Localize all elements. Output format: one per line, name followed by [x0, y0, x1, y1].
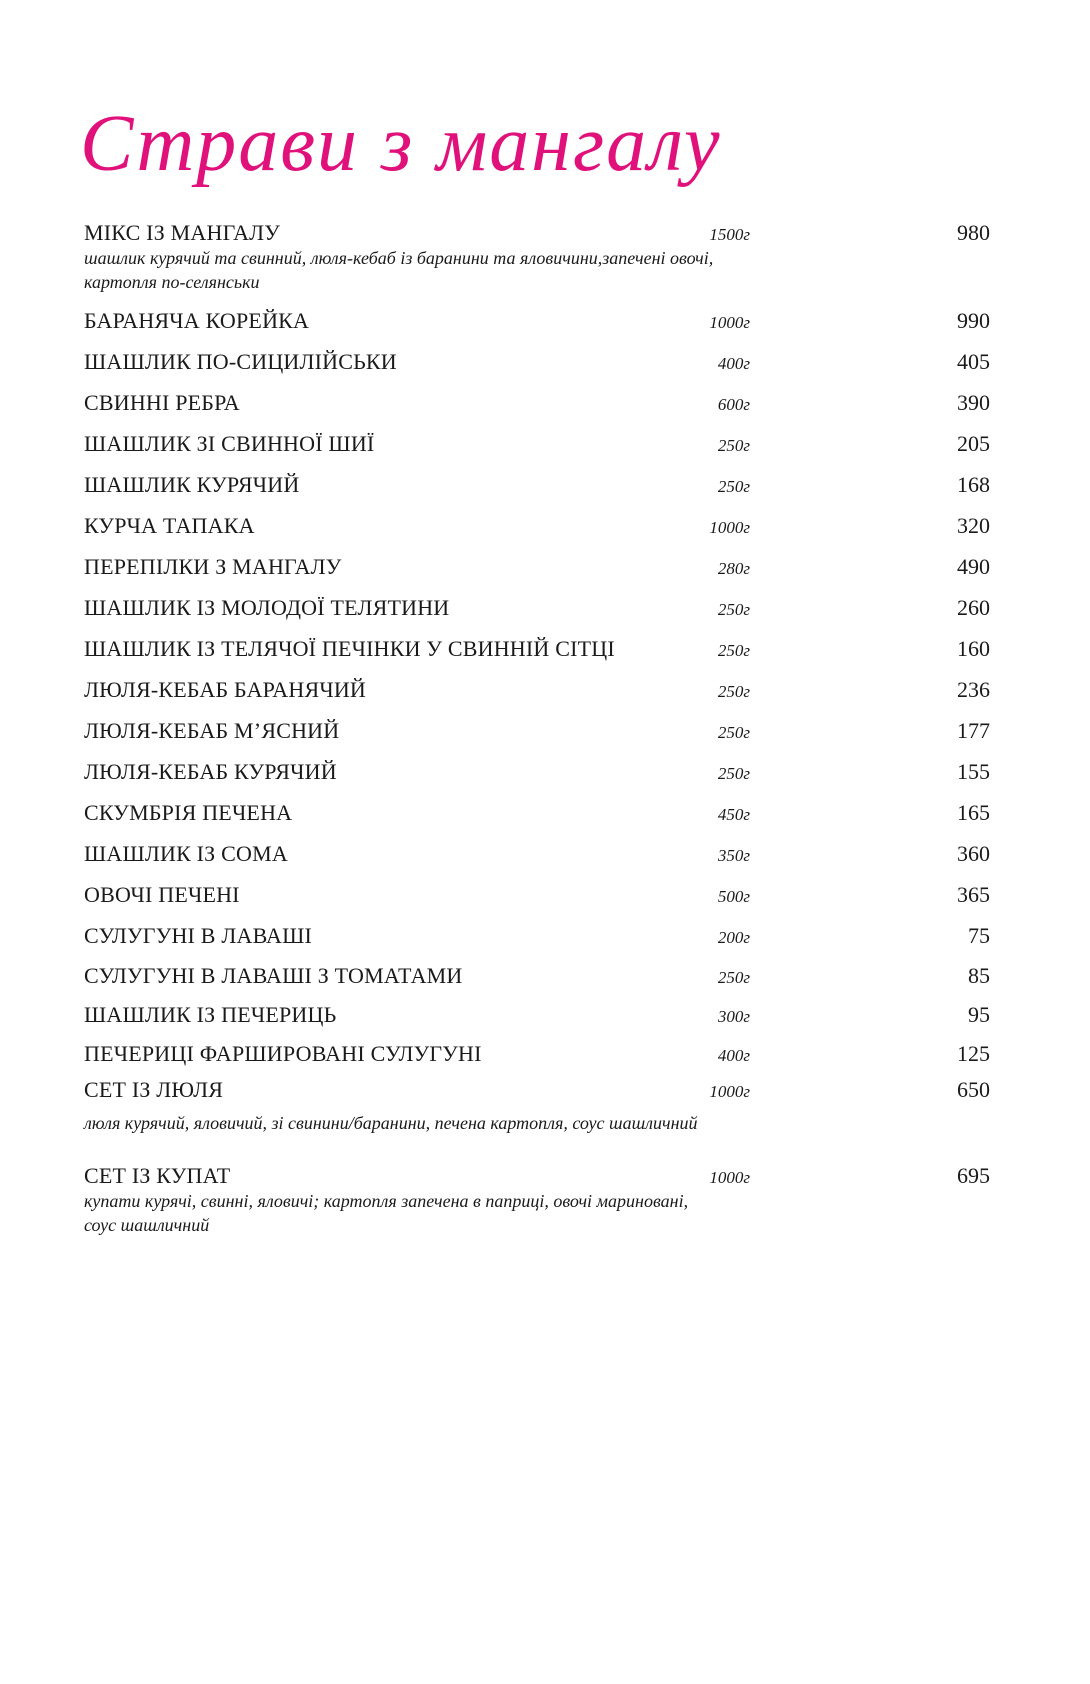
menu-item	[84, 1002, 990, 1041]
menu-item	[84, 923, 990, 963]
menu-item-weight: 250г	[717, 682, 750, 701]
menu-item-price: 320	[957, 513, 990, 538]
menu-item-name: БАРАНЯЧА КОРЕЙКА	[84, 308, 310, 333]
menu-item	[84, 800, 990, 841]
menu-item-weight: 250г	[717, 436, 750, 455]
menu-item-row	[84, 759, 990, 785]
menu-item-name: ШАШЛИК КУРЯЧИЙ	[84, 472, 300, 497]
menu-item	[84, 677, 990, 718]
menu-item	[84, 1163, 990, 1243]
menu-item-weight: 1000г	[709, 313, 750, 332]
menu-item-price: 980	[957, 220, 990, 245]
menu-item-weight: 1000г	[709, 518, 750, 537]
menu-item-name: ШАШЛИК ІЗ ТЕЛЯЧОЇ ПЕЧІНКИ У СВИННІЙ СІТЦІ	[84, 636, 615, 661]
menu-item-row	[84, 1163, 990, 1189]
menu-list	[84, 220, 990, 1243]
menu-item-row	[84, 963, 990, 989]
menu-item	[84, 759, 990, 800]
menu-item-row	[84, 349, 990, 375]
menu-item-price: 177	[957, 718, 990, 743]
menu-item-name: ШАШЛИК ПО-СИЦИЛІЙСЬКИ	[84, 349, 397, 374]
menu-item	[84, 963, 990, 1002]
menu-item-weight: 350г	[717, 846, 750, 865]
menu-item-row	[84, 1041, 990, 1067]
menu-item-price: 125	[957, 1041, 990, 1066]
menu-item-row	[84, 308, 990, 334]
menu-item-weight: 250г	[717, 477, 750, 496]
menu-item	[84, 472, 990, 513]
menu-item-weight: 600г	[717, 395, 750, 414]
menu-item	[84, 1077, 990, 1163]
menu-item-price: 405	[957, 349, 990, 374]
menu-item-row	[84, 220, 990, 246]
menu-item-name: ШАШЛИК ІЗ МОЛОДОЇ ТЕЛЯТИНИ	[84, 595, 450, 620]
menu-item	[84, 220, 990, 308]
menu-item-row	[84, 718, 990, 744]
menu-item	[84, 308, 990, 349]
menu-item-price: 360	[957, 841, 990, 866]
menu-item-price: 155	[957, 759, 990, 784]
menu-item-name: СВИННІ РЕБРА	[84, 390, 240, 415]
menu-item-price: 75	[968, 923, 990, 948]
menu-item-price: 205	[957, 431, 990, 456]
menu-item-weight: 1000г	[709, 1082, 750, 1101]
menu-item-weight: 250г	[717, 600, 750, 619]
menu-item-price: 85	[968, 963, 990, 988]
menu-item-description: люля курячий, яловичий, зі свинини/баранини, печена картопля, соус шашличний	[84, 1113, 698, 1133]
menu-item-name: МІКС ІЗ МАНГАЛУ	[84, 220, 281, 245]
menu-item-name: СУЛУГУНІ В ЛАВАШІ З ТОМАТАМИ	[84, 963, 463, 988]
menu-item-price: 990	[957, 308, 990, 333]
menu-item	[84, 431, 990, 472]
menu-item-row	[84, 923, 990, 949]
menu-item	[84, 636, 990, 677]
menu-item-name: ШАШЛИК ЗІ СВИННОЇ ШИЇ	[84, 431, 375, 456]
menu-item-row	[84, 390, 990, 416]
menu-item-weight: 1500г	[709, 225, 750, 244]
menu-item-price: 490	[957, 554, 990, 579]
menu-item-price: 236	[957, 677, 990, 702]
menu-item	[84, 390, 990, 431]
menu-item-row	[84, 1002, 990, 1028]
menu-item-name: ШАШЛИК ІЗ ПЕЧЕРИЦЬ	[84, 1002, 337, 1027]
page-title: Страви з мангалу	[80, 100, 722, 188]
menu-item	[84, 349, 990, 390]
menu-item-row	[84, 677, 990, 703]
menu-item-row	[84, 431, 990, 457]
menu-item-price: 95	[968, 1002, 990, 1027]
menu-item-weight: 250г	[717, 968, 750, 987]
menu-item-name: ЛЮЛЯ-КЕБАБ КУРЯЧИЙ	[84, 759, 337, 784]
menu-item-name: ПЕЧЕРИЦІ ФАРШИРОВАНІ СУЛУГУНІ	[84, 1041, 482, 1066]
menu-item	[84, 718, 990, 759]
menu-item-price: 365	[957, 882, 990, 907]
menu-item	[84, 595, 990, 636]
menu-item-row	[84, 636, 990, 662]
menu-item-name: СУЛУГУНІ В ЛАВАШІ	[84, 923, 313, 948]
menu-item-weight: 450г	[717, 805, 750, 824]
menu-item-weight: 400г	[717, 1046, 750, 1065]
menu-item-weight: 280г	[717, 559, 750, 578]
menu-item-price: 390	[957, 390, 990, 415]
menu-item-row	[84, 472, 990, 498]
menu-item-weight: 300г	[717, 1007, 750, 1026]
menu-item-name: СЕТ ІЗ КУПАТ	[84, 1163, 231, 1188]
menu-item-description: купати курячі, свинні, яловичі; картопля запечена в паприці, овочі мариновані, соус шашличний	[84, 1191, 689, 1235]
menu-item	[84, 554, 990, 595]
menu-item	[84, 841, 990, 882]
menu-item	[84, 1041, 990, 1077]
menu-item-weight: 1000г	[709, 1168, 750, 1187]
menu-item-weight: 250г	[717, 641, 750, 660]
menu-item-name: ОВОЧІ ПЕЧЕНІ	[84, 882, 240, 907]
menu-item-weight: 400г	[717, 354, 750, 373]
menu-item	[84, 882, 990, 923]
menu-item-name: ЛЮЛЯ-КЕБАБ БАРАНЯЧИЙ	[84, 677, 367, 702]
menu-item-name: КУРЧА ТАПАКА	[84, 513, 255, 538]
menu-item-name: ШАШЛИК ІЗ СОМА	[84, 841, 288, 866]
menu-item-weight: 200г	[717, 928, 750, 947]
menu-item-row	[84, 513, 990, 539]
menu-item-row	[84, 1077, 990, 1103]
menu-item-price: 650	[957, 1077, 990, 1102]
menu-item-row	[84, 841, 990, 867]
menu-item-name: ЛЮЛЯ-КЕБАБ М’ЯСНИЙ	[84, 718, 340, 743]
menu-item-price: 168	[957, 472, 990, 497]
menu-item-weight: 250г	[717, 723, 750, 742]
menu-item	[84, 513, 990, 554]
menu-item-description: шашлик курячий та свинний, люля-кебаб із баранини та яловичини,запечені овочі, картопля по-селянськи	[84, 248, 714, 292]
menu-item-weight: 250г	[717, 764, 750, 783]
menu-item-name: ПЕРЕПІЛКИ З МАНГАЛУ	[84, 554, 342, 579]
menu-item-row	[84, 554, 990, 580]
menu-item-price: 260	[957, 595, 990, 620]
menu-item-weight: 500г	[717, 887, 750, 906]
menu-item-price: 160	[957, 636, 990, 661]
menu-item-name: СКУМБРІЯ ПЕЧЕНА	[84, 800, 293, 825]
menu-item-name: СЕТ ІЗ ЛЮЛЯ	[84, 1077, 224, 1102]
menu-item-row	[84, 595, 990, 621]
menu-item-row	[84, 800, 990, 826]
menu-item-row	[84, 882, 990, 908]
menu-item-price: 165	[957, 800, 990, 825]
menu-item-price: 695	[957, 1163, 990, 1188]
